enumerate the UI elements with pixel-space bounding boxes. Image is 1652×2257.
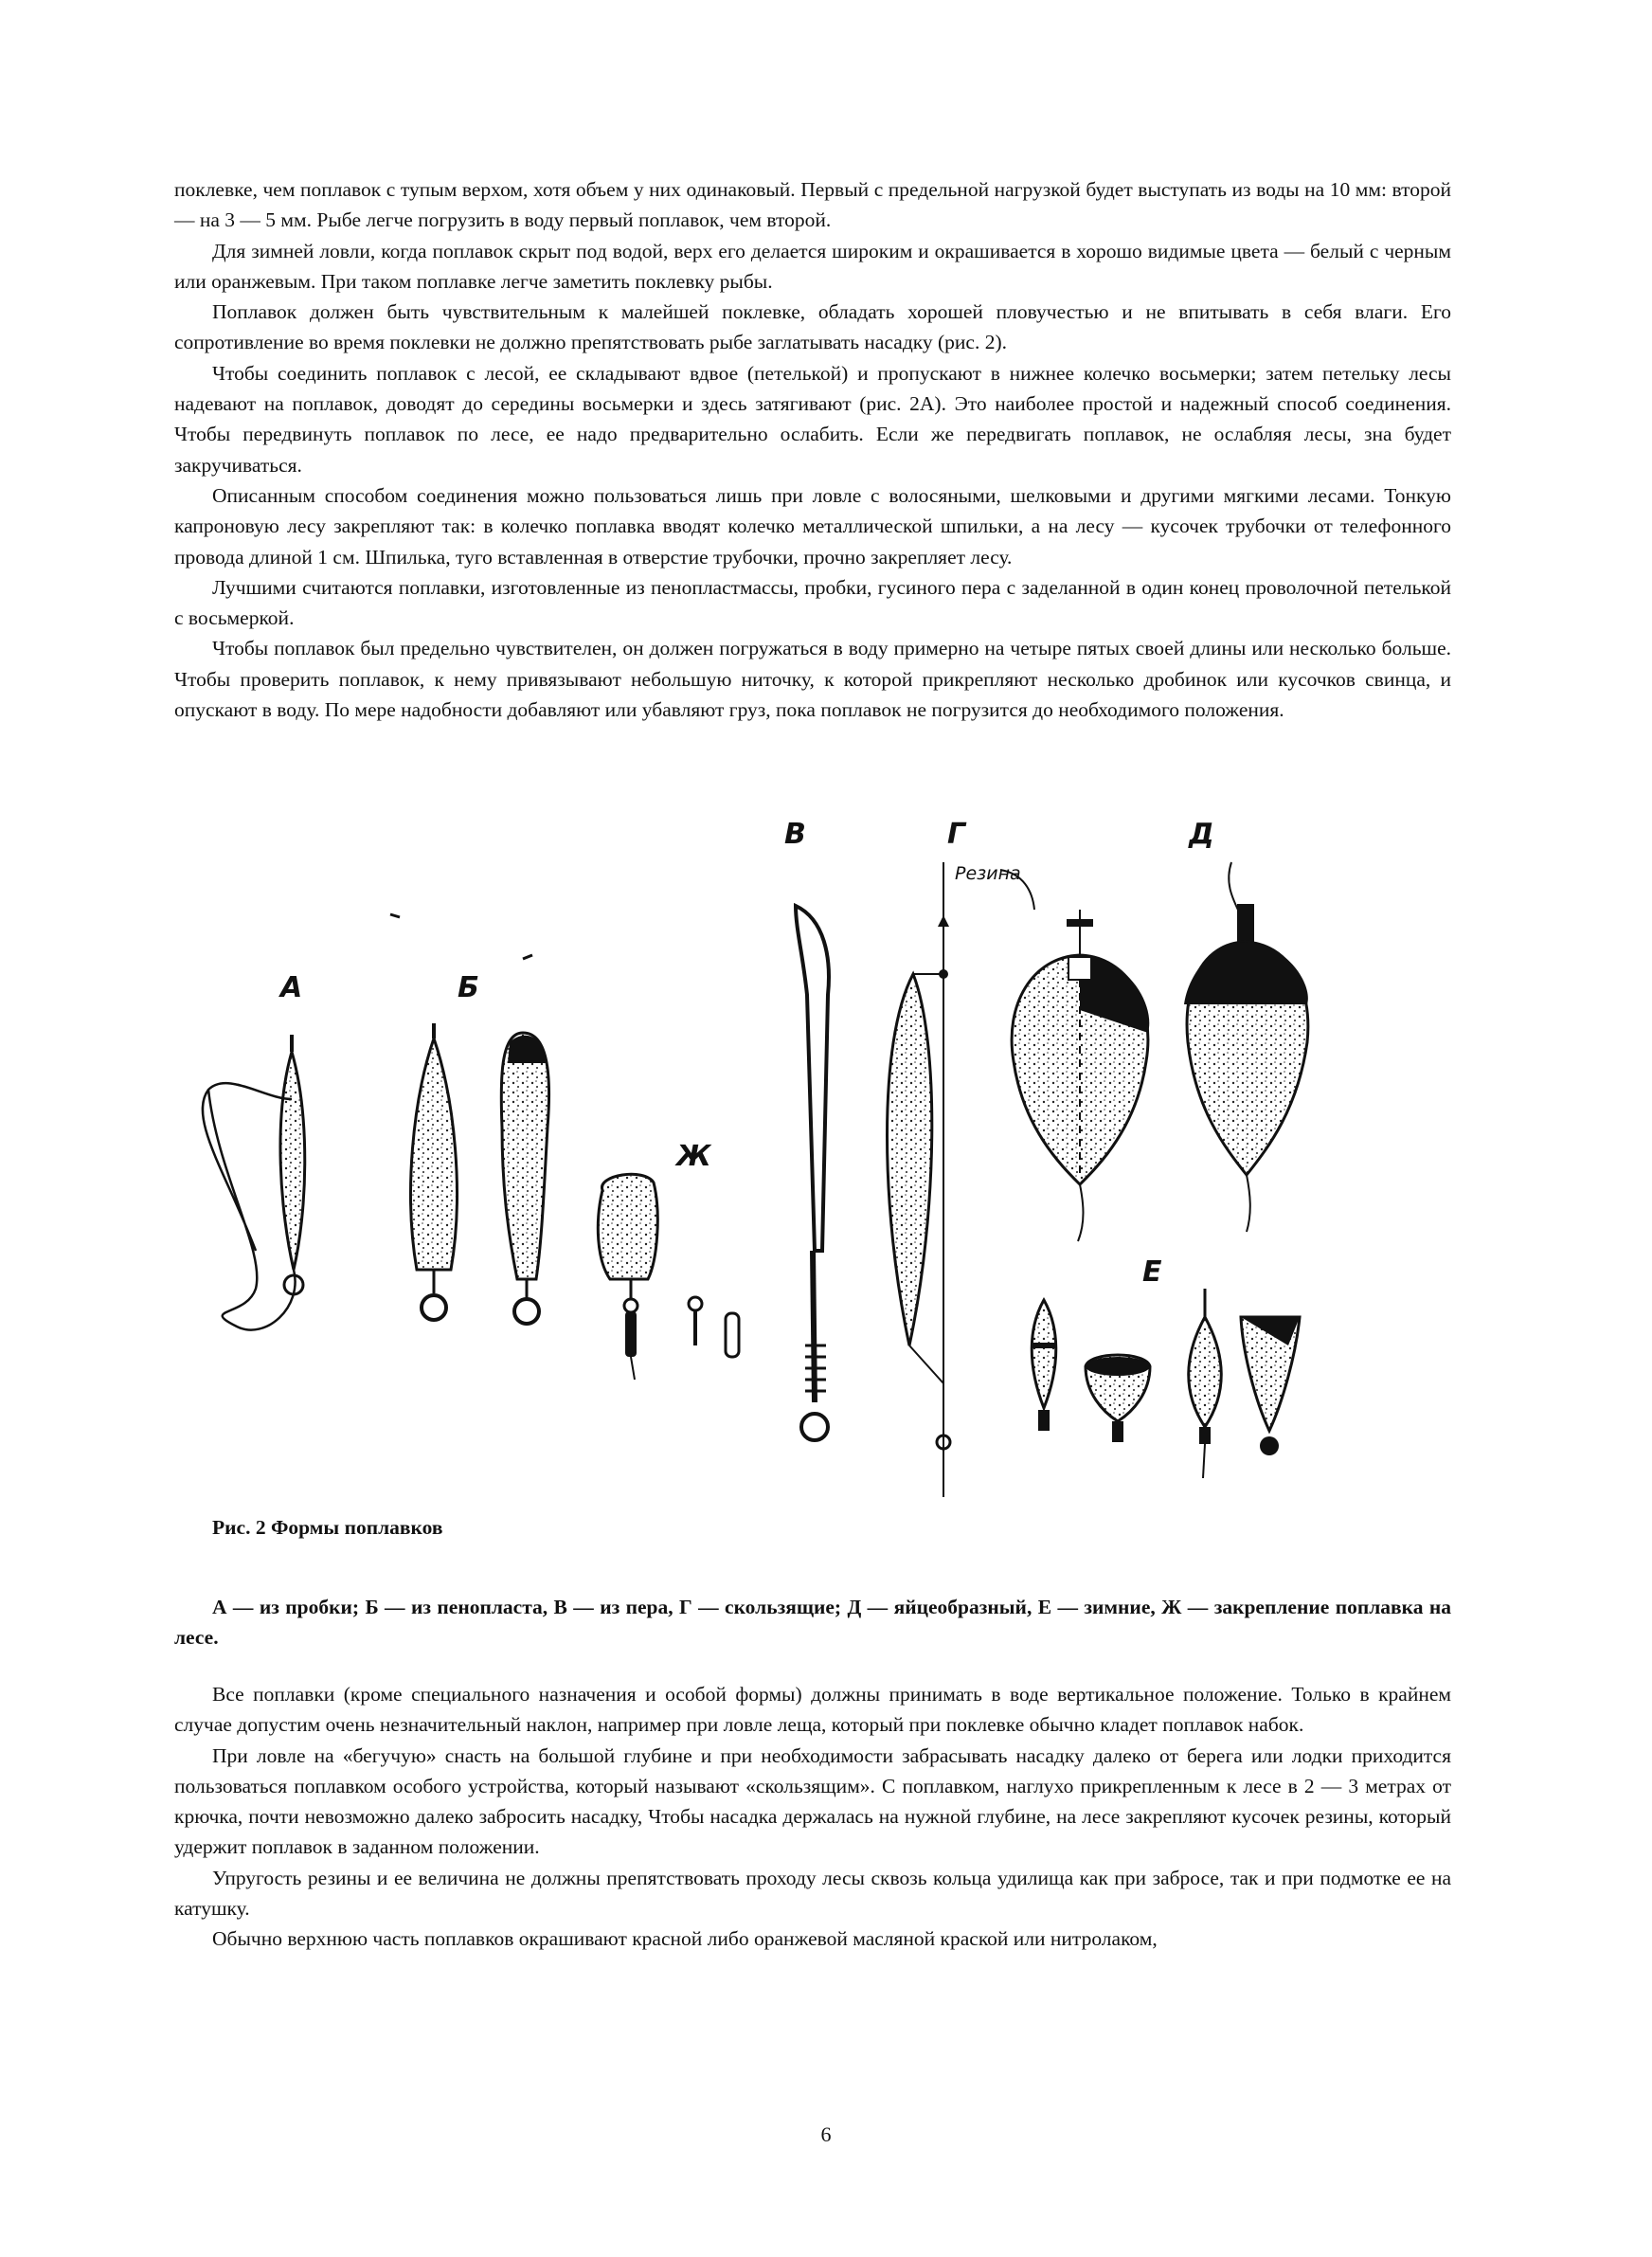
paragraph: Поплавок должен быть чувствительным к малейшей поклевке, обладать хорошей пловучестью и не впитывать в себя влаги. Его сопротивление во время поклевки не должно препятствовать рыбе заглатывать насадку (рис. 2). xyxy=(174,300,1451,354)
float-g-egg-with-rubber xyxy=(1012,910,1149,1241)
float-b-foam-2 xyxy=(501,1033,548,1324)
paragraph: Лучшими считаются поплавки, изготовленные из пенопластмассы, пробки, гусиного пера с заделанной в один конец проволочной петелькой с восьмеркой. xyxy=(174,575,1451,630)
float-d-egg xyxy=(1184,862,1308,1232)
paragraph: Все поплавки (кроме специального назначения и особой формы) должны принимать в воде вертикальное положение. Только в крайнем случае допустим очень незначительный наклон, например при ловле леща, который при поклевке обычно кладет поплавок набок. xyxy=(174,1683,1451,1737)
paragraph: При ловле на «бегучую» снасть на большой глубине и при необходимости забрасывать насадку далеко от берега или лодки приходится пользоваться поплавком особого устройства, который называют «скользящим». С поплавком, наглухо прикрепленным к лесе в 2 — 3 метрах от крючка, почти невозможно далеко забросить насадку, Чтобы насадка держалась на нужной глубине, на лесе закрепляют кусочек резины, который удержит поплавок в заданном положении. xyxy=(174,1743,1451,1859)
float-e-winter-2 xyxy=(1086,1355,1150,1442)
label-d: Д xyxy=(1189,818,1214,851)
page-number: 6 xyxy=(820,2122,832,2146)
float-g-sliding xyxy=(888,862,1035,1497)
float-e-winter-1 xyxy=(1031,1300,1057,1431)
paragraph: Чтобы соединить поплавок с лесой, ее складывают вдвое (петелькой) и пропускают в нижнее колечко восьмерки; затем петельку лесы надевают на поплавок, доводят до середины восьмерки и здесь затягивают (рис. 2А). Это наиболее простой и надежный способ соединения. Чтобы передвинуть поплавок по лесе, ее надо предварительно ослабить. Если же передвигать поплавок, не ослабляя лесы, зна будет закручиваться. xyxy=(174,361,1451,477)
float-a-cork xyxy=(203,1035,305,1330)
float-zh-attachment xyxy=(598,1174,739,1380)
label-zh: Ж xyxy=(676,1140,711,1173)
label-b: Б xyxy=(458,971,479,1004)
float-e-winter-4 xyxy=(1241,1317,1300,1455)
label-e: Е xyxy=(1142,1255,1162,1289)
label-rubber: Резина xyxy=(955,863,1021,884)
float-v-quill xyxy=(796,906,829,1440)
paragraph: поклевке, чем поплавок с тупым верхом, хотя объем у них одинаковый. Первый с предельной нагрузкой будет выступать из воды на 10 мм: второй — на 3 — 5 мм. Рыбе легче погрузить в воду первый поплавок, чем второй. xyxy=(174,178,1451,232)
label-g: Г xyxy=(947,818,966,851)
float-b-foam-1 xyxy=(411,1023,458,1320)
label-a: А xyxy=(280,971,303,1004)
float-e-winter-3 xyxy=(1189,1289,1222,1478)
body-text-top xyxy=(174,174,1451,725)
paragraph: Описанным способом соединения можно пользоваться лишь при ловле с волосяными, шелковыми и другими мягкими лесами. Тонкую капроновую лесу закрепляют так: в колечко поплавка вводят колечко металлической шпильки, а на лесу — кусочек трубочки от телефонного провода длиной 1 см. Шпилька, туго вставленная в отверстие трубочки, прочно закрепляет лесу. xyxy=(174,483,1451,569)
stray-mark xyxy=(390,914,400,917)
paragraph: Упругость резины и ее величина не должны препятствовать проходу лесы сквозь кольца удилища как при забросе, так и при подмотке ее на катушку. xyxy=(174,1866,1451,1921)
label-v: В xyxy=(784,818,806,851)
figure-floats-illustration xyxy=(189,815,1478,1497)
paragraph: Чтобы поплавок был предельно чувствителен, он должен погружаться в воду примерно на четыре пятых своей длины или несколько больше. Чтобы проверить поплавок, к нему привязывают небольшую ниточку, к которой прикрепляют несколько дробинок или кусочков свинца, и опускают в воду. По мере надобности добавляют или убавляют груз, пока поплавок не погрузится до необходимого положения. xyxy=(174,637,1451,722)
paragraph: Для зимней ловли, когда поплавок скрыт под водой, верх его делается широким и окрашивается в хорошо видимые цвета — белый с черным или оранжевым. При таком поплавке легче заметить поклевку рыбы. xyxy=(174,239,1451,293)
paragraph: Обычно верхнюю часть поплавков окрашивают красной либо оранжевой масляной краской или нитролаком, xyxy=(212,1927,1158,1951)
figure-caption-title: Рис. 2 Формы поплавков xyxy=(212,1516,443,1539)
body-text-bottom xyxy=(174,1679,1451,1955)
stray-mark xyxy=(523,955,532,959)
figure-caption-legend: А — из пробки; Б — из пенопласта, В — из пера, Г — скользящие; Д — яйцеобразный, Е — зимние, Ж — закрепление поплавка на лесе. xyxy=(174,1596,1451,1649)
